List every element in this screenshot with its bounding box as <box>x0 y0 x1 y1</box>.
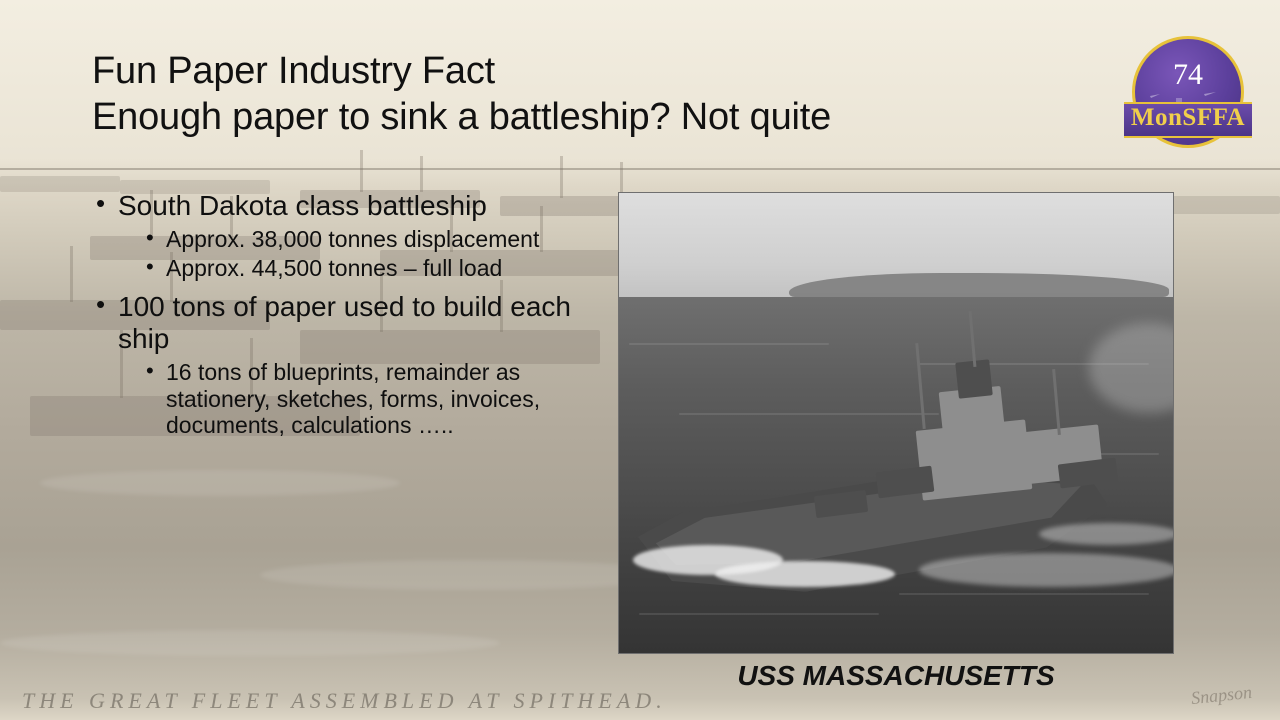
monsffa-badge <box>1124 36 1252 158</box>
title-line-2: Enough paper to sink a battleship? Not quite <box>92 96 832 139</box>
photo-wave <box>639 613 879 615</box>
background-photo-caption: THE GREAT FLEET ASSEMBLED AT SPITHEAD. <box>22 688 667 713</box>
bullet-list-level2 <box>118 226 592 281</box>
background-horizon-line <box>0 168 1280 170</box>
slide-number: 74 <box>1173 58 1203 91</box>
background-water-highlight <box>40 470 400 496</box>
photo-wake <box>919 553 1174 587</box>
badge-club-name: MonSFFA <box>1130 104 1246 131</box>
background-ship-silhouette <box>1160 196 1280 214</box>
list-item <box>92 190 592 281</box>
bullet-text: • South Dakota class battleship <box>118 190 487 221</box>
bullet-list-level2 <box>118 359 592 439</box>
background-ship-mast <box>420 156 423 192</box>
bullet-text: • 100 tons of paper used to build each ship <box>118 291 572 355</box>
bullet-content <box>92 190 592 449</box>
photo-bow-wave <box>715 561 895 587</box>
title-line-1: Fun Paper Industry Fact <box>92 50 496 92</box>
list-item: • Approx. 38,000 tonnes displacement <box>144 226 592 253</box>
photo-wake <box>1039 523 1174 545</box>
background-ship-mast <box>70 246 73 302</box>
photo-wave <box>679 413 939 415</box>
list-item: • Approx. 44,500 tonnes – full load <box>144 255 592 282</box>
list-item <box>92 291 592 439</box>
background-ship-mast <box>360 150 363 192</box>
bullet-list-level1 <box>92 190 592 439</box>
battleship-photo <box>618 192 1174 654</box>
background-water-highlight <box>260 560 680 590</box>
background-photo-signature: Snapson <box>1190 681 1253 709</box>
photo-caption: USS MASSACHUSETTS <box>737 660 1055 691</box>
photo-wave <box>629 343 829 345</box>
background-water-highlight <box>0 630 500 656</box>
list-item: • 16 tons of blueprints, remainder as stationery, sketches, forms, invoices, documents, calculations ….. <box>144 359 592 439</box>
page-title <box>92 48 1092 141</box>
photo-wave <box>899 593 1149 595</box>
